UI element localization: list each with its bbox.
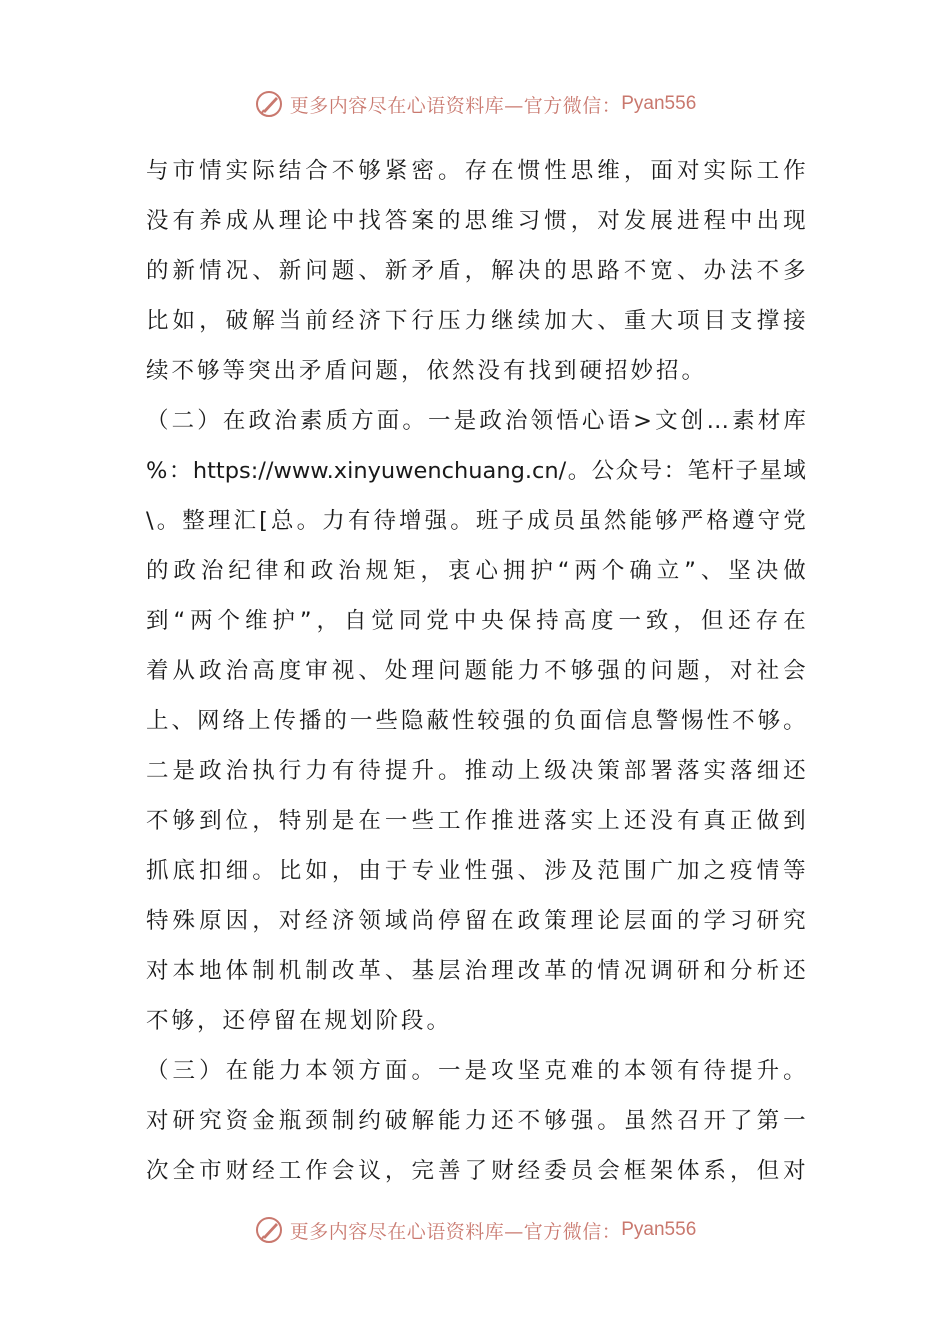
text-line: 不够，还停留在规划阶段。 xyxy=(146,1008,453,1034)
text-line: 特 殊 原 因 ， 对 经 济 领 域 尚 停 留 在 政 策 理 论 层 面 的 学 习 研 究 xyxy=(146,908,806,934)
text-line: 对 本 地 体 制 机 制 改 革 、 基 层 治 理 改 革 的 情 况 调 研 和 分 析 还 xyxy=(146,958,806,984)
text-line: （ 二 ） 在 政 治 素 质 方 面 。 一 是 政 治 领 悟 心 语 > 文 创 … 素 材 库 xyxy=(146,408,806,434)
header-banner xyxy=(0,84,950,124)
text-line: \ 。 整 理 汇 [ 总 。 力 有 待 增 强 。 班 子 成 员 虽 然 能 够 严 格 遵 守 党 xyxy=(146,508,806,534)
quill-logo-icon xyxy=(254,1215,284,1245)
text-line: 上 、 网 络 上 传 播 的 一 些 隐 蔽 性 较 强 的 负 面 信 息 警 惕 性 不 够 。 xyxy=(146,708,806,734)
text-line: 比 如 ， 破 解 当 前 经 济 下 行 压 力 继 续 加 大 、 重 大 项 目 支 撑 接 xyxy=(146,308,806,334)
text-line: 到 “ 两 个 维 护 ” ， 自 觉 同 党 中 央 保 持 高 度 一 致 ， 但 还 存 在 xyxy=(146,608,806,634)
footer-banner xyxy=(0,1210,950,1250)
text-line: 对 研 究 资 金 瓶 颈 制 约 破 解 能 力 还 不 够 强 。 虽 然 召 开 了 第 一 xyxy=(146,1108,806,1134)
text-line: 二 是 政 治 执 行 力 有 待 提 升 。 推 动 上 级 决 策 部 署 落 实 落 细 还 xyxy=(146,758,806,784)
text-line: 没 有 养 成 从 理 论 中 找 答 案 的 思 维 习 惯 ， 对 发 展 进 程 中 出 现 xyxy=(146,208,806,234)
header-banner-text: 更多内容尽在心语资料库—官方微信： xyxy=(289,94,622,117)
quill-logo-icon xyxy=(254,89,284,119)
text-line: 抓 底 扣 细 。 比 如 ， 由 于 专 业 性 强 、 涉 及 范 围 广 加 之 疫 情 等 xyxy=(146,858,806,884)
text-line: 不 够 到 位 ， 特 别 是 在 一 些 工 作 推 进 落 实 上 还 没 有 真 正 做 到 xyxy=(146,808,806,834)
header-banner-handle: Pyan556 xyxy=(621,93,697,114)
text-line: % ： https://www.xinyuwenchuang.cn/ 。 公 众 号 ： 笔 杆 子 星 域 xyxy=(146,458,806,484)
text-line: 续不够等突出矛盾问题，依然没有找到硬招妙招。 xyxy=(146,358,708,384)
text-line: 与 市 情 实 际 结 合 不 够 紧 密 。 存 在 惯 性 思 维 ， 面 对 实 际 工 作 xyxy=(146,158,806,184)
text-line: 的 新 情 况 、 新 问 题 、 新 矛 盾 ， 解 决 的 思 路 不 宽 、 办 法 不 多 xyxy=(146,258,806,284)
text-line: （ 三 ） 在 能 力 本 领 方 面 。 一 是 攻 坚 克 难 的 本 领 有 待 提 升 。 xyxy=(146,1058,806,1084)
text-line: 着 从 政 治 高 度 审 视 、 处 理 问 题 能 力 不 够 强 的 问 题 ， 对 社 会 xyxy=(146,658,806,684)
document-body xyxy=(146,146,806,1196)
text-line: 的 政 治 纪 律 和 政 治 规 矩 ， 衷 心 拥 护 “ 两 个 确 立 ” 、 坚 决 做 xyxy=(146,558,806,584)
footer-banner-handle: Pyan556 xyxy=(621,1219,697,1240)
text-line: 次 全 市 财 经 工 作 会 议 ， 完 善 了 财 经 委 员 会 框 架 体 系 ， 但 对 xyxy=(146,1158,806,1184)
footer-banner-text: 更多内容尽在心语资料库—官方微信： xyxy=(289,1220,622,1243)
